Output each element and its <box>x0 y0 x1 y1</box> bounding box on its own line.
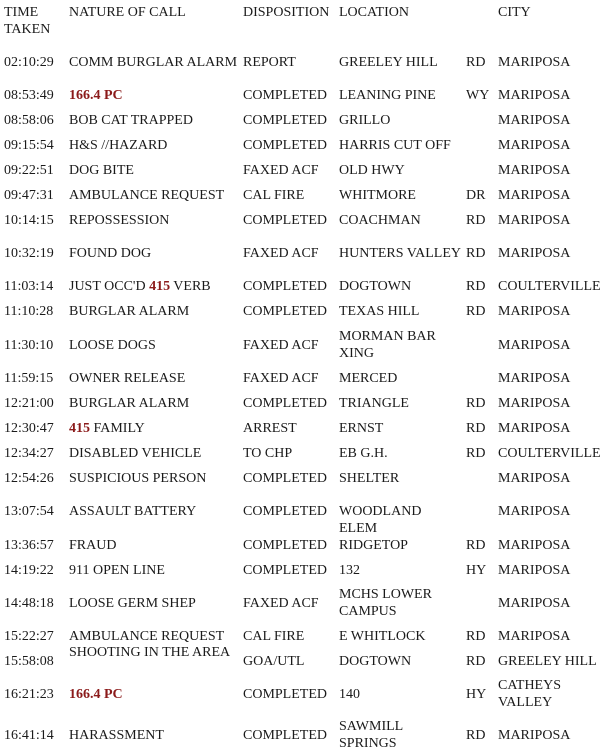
time-cell: 12:21:00 <box>4 395 54 411</box>
location-cell: WHITMORE <box>339 187 416 203</box>
city-cell: MARIPOSA <box>498 420 571 436</box>
disposition-cell: COMPLETED <box>243 87 327 103</box>
city-cell: MARIPOSA <box>498 54 571 70</box>
road-suffix-cell: HY <box>466 562 487 578</box>
highlighted-code: 166.4 PC <box>69 87 123 103</box>
city-cell: MARIPOSA <box>498 212 571 228</box>
nature-cell: DISABLED VEHICLE <box>69 445 202 461</box>
table-row <box>0 328 614 362</box>
location-cell: DOGTOWN <box>339 278 412 294</box>
road-suffix-cell: RD <box>466 303 486 319</box>
city-cell: MARIPOSA <box>498 370 571 386</box>
city-cell: CATHEYS VALLEY <box>498 678 562 710</box>
time-cell: 10:14:15 <box>4 212 54 228</box>
location-cell: 140 <box>339 686 360 702</box>
nature-cell: FOUND DOG <box>69 245 152 261</box>
disposition-cell: COMPLETED <box>243 686 327 702</box>
location-cell: HARRIS CUT OFF <box>339 137 451 153</box>
city-cell: MARIPOSA <box>498 595 571 611</box>
table-row <box>0 553 614 587</box>
road-suffix-cell: RD <box>466 395 486 411</box>
disposition-cell: COMPLETED <box>243 303 327 319</box>
header-time: TIME TAKEN <box>4 5 51 37</box>
nature-cell: HARASSMENT <box>69 727 164 743</box>
table-row <box>0 718 614 752</box>
highlighted-code: 415 <box>69 420 90 436</box>
nature-cell <box>69 278 241 295</box>
location-cell: OLD HWY <box>339 162 405 178</box>
table-row <box>0 294 614 328</box>
header-nature: NATURE OF CALL <box>69 5 186 20</box>
time-cell: 02:10:29 <box>4 54 54 70</box>
header-city: CITY <box>498 5 531 20</box>
disposition-cell: COMPLETED <box>243 137 327 153</box>
header-disposition: DISPOSITION <box>243 5 330 20</box>
nature-cell: AMBULANCE REQUEST <box>69 187 225 203</box>
location-cell: COACHMAN <box>339 212 421 228</box>
disposition-cell: GOA/UTL <box>243 653 305 669</box>
location-cell: MCHS LOWER CAMPUS <box>339 587 432 619</box>
time-cell: 15:58:08 <box>4 653 54 669</box>
nature-cell <box>69 87 241 104</box>
table-row <box>0 45 614 79</box>
city-cell: COULTERVILLE <box>498 278 601 294</box>
disposition-cell: FAXED ACF <box>243 370 319 386</box>
road-suffix-cell: RD <box>466 278 486 294</box>
time-cell: 12:30:47 <box>4 420 54 436</box>
city-cell: MARIPOSA <box>498 470 571 486</box>
location-cell: DOGTOWN <box>339 653 412 669</box>
location-cell: E WHITLOCK <box>339 628 426 644</box>
nature-cell <box>69 686 241 703</box>
disposition-cell: TO CHP <box>243 445 293 461</box>
disposition-cell: ARREST <box>243 420 297 436</box>
time-cell: 11:03:14 <box>4 278 54 294</box>
location-cell: EB G.H. <box>339 445 388 461</box>
time-cell: 08:58:06 <box>4 112 54 128</box>
time-cell: 13:36:57 <box>4 537 54 553</box>
road-suffix-cell: RD <box>466 54 486 70</box>
disposition-cell: COMPLETED <box>243 503 327 519</box>
table-row <box>0 677 614 711</box>
disposition-cell: CAL FIRE <box>243 187 305 203</box>
table-row <box>0 203 614 237</box>
highlighted-code: 415 <box>149 278 171 294</box>
city-cell: MARIPOSA <box>498 628 571 644</box>
time-cell: 11:10:28 <box>4 303 54 319</box>
location-cell: GRILLO <box>339 112 391 128</box>
time-cell: 15:22:27 <box>4 628 54 644</box>
nature-cell: LOOSE GERM SHEP <box>69 595 196 611</box>
location-cell: WOODLAND ELEM <box>339 503 422 536</box>
nature-cell: SHOOTING IN THE AREA <box>69 645 231 660</box>
time-cell: 09:15:54 <box>4 137 54 153</box>
table-row <box>0 236 614 270</box>
time-cell: 16:41:14 <box>4 727 54 743</box>
time-cell: 13:07:54 <box>4 503 54 519</box>
disposition-cell: COMPLETED <box>243 212 327 228</box>
time-cell: 08:53:49 <box>4 87 54 103</box>
location-cell: SHELTER <box>339 470 400 486</box>
location-cell: ERNST <box>339 420 384 436</box>
nature-cell: BURGLAR ALARM <box>69 303 190 319</box>
nature-cell: DOG BITE <box>69 162 134 178</box>
nature-cell: BOB CAT TRAPPED <box>69 112 193 128</box>
location-cell: LEANING PINE <box>339 87 436 103</box>
disposition-cell: COMPLETED <box>243 470 327 486</box>
city-cell: MARIPOSA <box>498 537 571 553</box>
road-suffix-cell: HY <box>466 686 487 702</box>
location-cell: RIDGETOP <box>339 537 408 553</box>
road-suffix-cell: RD <box>466 653 486 669</box>
location-cell: SAWMILL SPRINGS <box>339 719 403 751</box>
nature-cell: ASSAULT BATTERY <box>69 503 197 519</box>
time-cell: 09:47:31 <box>4 187 54 203</box>
time-cell: 10:32:19 <box>4 245 54 261</box>
nature-cell: 911 OPEN LINE <box>69 562 165 578</box>
nature-text: FAMILY <box>90 420 145 436</box>
location-cell: MERCED <box>339 370 398 386</box>
table-row <box>0 461 614 495</box>
disposition-cell: FAXED ACF <box>243 595 319 611</box>
location-cell: TRIANGLE <box>339 395 409 411</box>
disposition-cell: COMPLETED <box>243 562 327 578</box>
nature-cell: BURGLAR ALARM <box>69 395 190 411</box>
nature-text: JUST OCC'D <box>69 278 150 294</box>
disposition-cell: COMPLETED <box>243 537 327 553</box>
city-cell: MARIPOSA <box>498 245 571 261</box>
time-cell: 12:54:26 <box>4 470 54 486</box>
road-suffix-cell: RD <box>466 537 486 553</box>
city-cell: MARIPOSA <box>498 562 571 578</box>
nature-cell: FRAUD <box>69 537 117 553</box>
header-location: LOCATION <box>339 5 409 20</box>
city-cell: MARIPOSA <box>498 87 571 103</box>
highlighted-code: 166.4 PC <box>69 686 123 702</box>
city-cell: COULTERVILLE <box>498 445 601 461</box>
table-row <box>0 494 614 536</box>
time-cell: 12:34:27 <box>4 445 54 461</box>
location-cell: MORMAN BAR XING <box>339 329 436 361</box>
disposition-cell: CAL FIRE <box>243 628 305 644</box>
road-suffix-cell: RD <box>466 727 486 743</box>
nature-cell: SUSPICIOUS PERSON <box>69 470 207 486</box>
city-cell: MARIPOSA <box>498 337 571 353</box>
road-suffix-cell: RD <box>466 628 486 644</box>
city-cell: MARIPOSA <box>498 303 571 319</box>
road-suffix-cell: RD <box>466 445 486 461</box>
city-cell: MARIPOSA <box>498 503 571 519</box>
table-row <box>0 586 614 620</box>
table-row <box>0 644 614 678</box>
time-cell: 11:30:10 <box>4 337 54 353</box>
road-suffix-cell: DR <box>466 187 486 203</box>
time-cell: 14:19:22 <box>4 562 54 578</box>
nature-cell: H&S //HAZARD <box>69 137 168 153</box>
location-cell: TEXAS HILL <box>339 303 420 319</box>
city-cell: MARIPOSA <box>498 187 571 203</box>
nature-cell <box>69 420 241 437</box>
road-suffix-cell: RD <box>466 245 486 261</box>
disposition-cell: REPORT <box>243 54 296 70</box>
nature-cell: LOOSE DOGS <box>69 337 156 353</box>
time-cell: 09:22:51 <box>4 162 54 178</box>
nature-cell: AMBULANCE REQUEST <box>69 628 225 644</box>
city-cell: MARIPOSA <box>498 162 571 178</box>
disposition-cell: COMPLETED <box>243 395 327 411</box>
time-cell: 14:48:18 <box>4 595 54 611</box>
nature-text: VERB <box>170 278 211 294</box>
city-cell: MARIPOSA <box>498 727 571 743</box>
road-suffix-cell: RD <box>466 420 486 436</box>
disposition-cell: COMPLETED <box>243 112 327 128</box>
road-suffix-cell: WY <box>466 87 490 103</box>
road-suffix-cell: RD <box>466 212 486 228</box>
city-cell: MARIPOSA <box>498 112 571 128</box>
location-cell: GREELEY HILL <box>339 54 438 70</box>
nature-cell: REPOSSESSION <box>69 212 170 228</box>
city-cell: MARIPOSA <box>498 137 571 153</box>
time-cell: 11:59:15 <box>4 370 54 386</box>
location-cell: HUNTERS VALLEY <box>339 245 461 261</box>
nature-cell: OWNER RELEASE <box>69 370 186 386</box>
disposition-cell: FAXED ACF <box>243 337 319 353</box>
time-cell: 16:21:23 <box>4 686 54 702</box>
disposition-cell: FAXED ACF <box>243 245 319 261</box>
city-cell: MARIPOSA <box>498 395 571 411</box>
city-cell: GREELEY HILL <box>498 653 597 669</box>
disposition-cell: FAXED ACF <box>243 162 319 178</box>
disposition-cell: COMPLETED <box>243 278 327 294</box>
nature-cell: COMM BURGLAR ALARM <box>69 54 238 70</box>
disposition-cell: COMPLETED <box>243 727 327 743</box>
location-cell: 132 <box>339 562 360 578</box>
